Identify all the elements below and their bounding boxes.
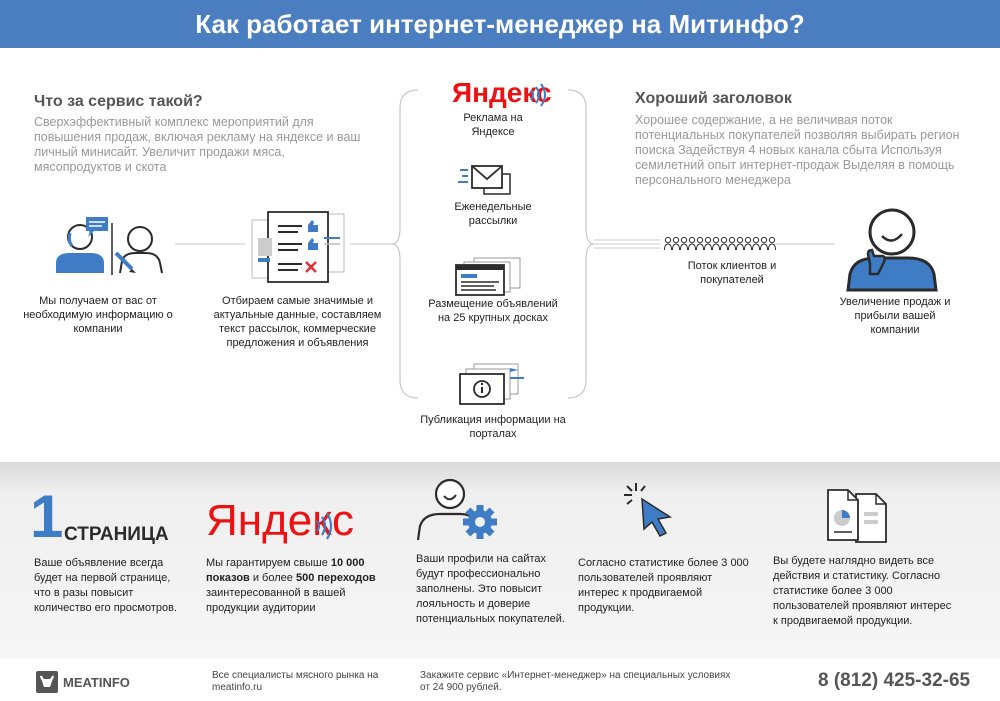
client-figure [753, 237, 760, 250]
result-caption: Увеличение продаж и прибыли вашей компании [839, 296, 951, 336]
channel-yandex-caption: Реклама на Яндексе [463, 112, 523, 138]
first-page-number: 1 [30, 483, 64, 550]
left-block-text: Сверхэффективный комплекс мероприятий для повышения продаж, включая рекламу на яндексе и ваш личный минисайт. Увеличит продажи мяса, мясопродуктов и скота [34, 115, 361, 174]
documents-chart-icon [822, 488, 892, 546]
feature-yandex-text-part-3: заинтересованной в вашей продукции аудитории [206, 587, 346, 614]
client-figure [713, 237, 720, 250]
first-page-badge [30, 483, 190, 550]
yandex-waves-icon [528, 84, 548, 106]
feature-yandex-text [206, 556, 386, 616]
yandex-waves-large-icon [314, 513, 334, 539]
client-figure [737, 237, 744, 250]
documents-checklist-icon [248, 210, 348, 284]
feature-stats-text: Согласно статистике более 3 000 пользователей проявляют интерес к продвигаемой продукции. [578, 557, 749, 614]
client-figure [729, 237, 736, 250]
feature-profiles-text: Ваши профили на сайтах будут профессионально заполнены. Это повысит лояльность и доверие потенциальных покупателей. [416, 553, 565, 625]
feature-yandex-text-part-1: Мы гарантируем свыше [206, 557, 331, 569]
channel-portals-caption: Публикация информации на порталах [420, 414, 566, 440]
right-block-title: Хороший заголовок [635, 90, 792, 107]
right-block-text: Хорошее содержание, а не величивая поток потенциальных покупателей позволяя выбирать регион поиска Задействуя 4 новых канала сбыта Используя семилетний опыт интернет-продаж Выделяя в помощь персонального менеджера [635, 113, 960, 187]
feature-first-page-text: Ваше объявление всегда будет на первой странице, что в разы повысит количество его просмотров. [34, 557, 178, 614]
yandex-logo-large-text: Яндекс [206, 496, 354, 545]
operator-writer-icon [28, 215, 178, 277]
feature-yandex-clicks: 500 переходов [295, 572, 376, 584]
stream-caption: Поток клиентов и покупателей [687, 260, 777, 286]
footer-note-order: Закажите сервис «Интернет-менеджер» на специальных условиях от 24 900 рублей. [420, 670, 731, 693]
footer-phone[interactable]: 8 (812) 425-32-65 [818, 670, 971, 691]
mail-icon [458, 162, 514, 198]
feature-reports-text: Вы будете наглядно видеть все действия и статистику. Согласно статистике более 3 000 пользователей проявляют интерес к продвигаемой продукции. [773, 555, 952, 627]
channel-mail-caption: Еженедельные рассылки [454, 201, 532, 227]
step2-caption: Отбираем самые значимые и актуальные данные, составляем текст рассылок, коммерческие предложения и объявления [213, 295, 382, 349]
feature-yandex-impressions: 10 000 показов [206, 557, 365, 584]
happy-client-icon [840, 204, 944, 290]
page-title: Как работает интернет-менеджер на Митинфо? [195, 8, 805, 39]
client-figure [673, 237, 680, 250]
yandex-logo-text: Яндекс [452, 77, 552, 108]
footer-note-specialists: Все специалисты мясного рынка на meatinfo.ru [212, 670, 379, 693]
client-figure [721, 237, 728, 250]
portals-icon [458, 362, 528, 406]
client-figure [689, 237, 696, 250]
cursor-click-icon [622, 481, 674, 541]
meatinfo-bull-logo-icon [36, 671, 58, 693]
client-figure [697, 237, 704, 250]
client-figure [665, 237, 672, 250]
channel-boards-caption: Размещение объявлений на 25 крупных досках [428, 298, 558, 324]
clients-stream-icon [664, 236, 776, 252]
left-block-title: Что за сервис такой? [34, 93, 203, 110]
client-figure [681, 237, 688, 250]
user-gear-icon [416, 476, 500, 542]
client-figure [769, 237, 776, 250]
feature-yandex-text-part-2: и более [249, 572, 296, 584]
client-figure [705, 237, 712, 250]
first-page-heading: СТРАНИЦА [64, 524, 169, 545]
client-figure [761, 237, 768, 250]
client-figure [745, 237, 752, 250]
step1-caption: Мы получаем от вас от необходимую информацию о компании [23, 295, 173, 335]
boards-icon [454, 256, 524, 296]
footer-brand: MEATINFO [63, 675, 130, 690]
